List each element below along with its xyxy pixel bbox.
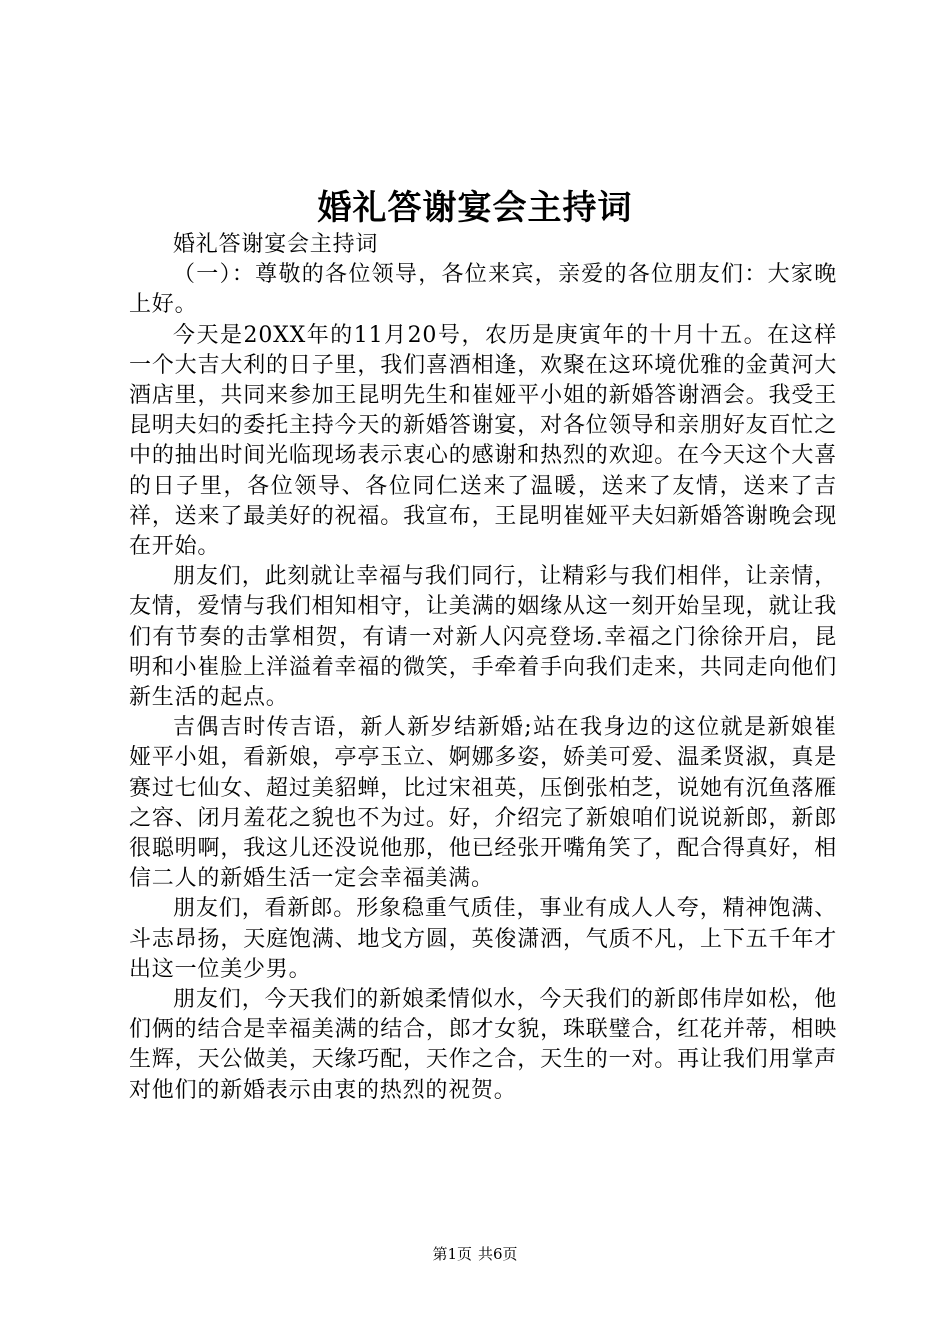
paragraph-entrance: 朋友们，此刻就让幸福与我们同行，让精彩与我们相伴，让亲情，友情，爱情与我们相知相守，让美满的姻缘从这一刻开始呈现，就让我们有节奏的击掌相贺，有请一对新人闪亮登场.幸福之门徐徐开启，昆明和小崔脸上洋溢着幸福的微笑，手牵着手向我们走来，共同走向他们新生活的起点。 [129,564,837,711]
paragraph-opening: 今天是20XX年的11月20号，农历是庚寅年的十月十五。在这样一个大吉大利的日子里，我们喜酒相逢，欢聚在这环境优雅的金黄河大酒店里，共同来参加王昆明先生和崔娅平小姐的新婚答谢酒会。我受王昆明夫妇的委托主持今天的新婚答谢宴，对各位领导和亲朋好友百忙之中的抽出时间光临现场表示衷心的感谢和热烈的欢迎。在今天这个大喜的日子里，各位领导、各位同仁送来了温暖，送来了友情，送来了吉祥，送来了最美好的祝福。我宣布，王昆明崔娅平夫妇新婚答谢晚会现在开始。 [129,322,837,560]
document-title: 婚礼答谢宴会主持词 [317,188,633,228]
paragraph-blessing: 朋友们，今天我们的新娘柔情似水，今天我们的新郎伟岸如松，他们俩的结合是幸福美满的结合，郎才女貌，珠联璧合，红花并蒂，相映生辉，天公做美，天缘巧配，天作之合，天生的一对。再让我们用掌声对他们的新婚表示由衷的热烈的祝贺。 [129,987,837,1103]
page-footer [0,1243,950,1265]
page-number-total: 共6页 [478,1245,518,1263]
page-number-current: 第1页 [432,1245,472,1263]
paragraph-subtitle: 婚礼答谢宴会主持词 [173,232,379,257]
paragraph-bride: 吉偶吉时传吉语，新人新岁结新婚;站在我身边的这位就是新娘崔娅平小姐，看新娘，亭亭玉立、婀娜多姿，娇美可爱、温柔贤淑，真是赛过七仙女、超过美貂蝉，比过宋祖英，压倒张柏芝，说她有沉鱼落雁之容、闭月羞花之貌也不为过。好，介绍完了新娘咱们说说新郎，新郎很聪明啊，我这儿还没说他那，他已经张开嘴角笑了，配合得真好，相信二人的新婚生活一定会幸福美满。 [129,715,837,892]
document-body [129,230,837,1106]
paragraph-groom: 朋友们，看新郎。形象稳重气质佳，事业有成人人夸，精神饱满、斗志昂扬，天庭饱满、地戈方圆，英俊潇洒，气质不凡，上下五千年才出这一位美少男。 [129,896,837,982]
paragraph-greeting: （一）：尊敬的各位领导，各位来宾，亲爱的各位朋友们：大家晚上好。 [129,262,837,318]
